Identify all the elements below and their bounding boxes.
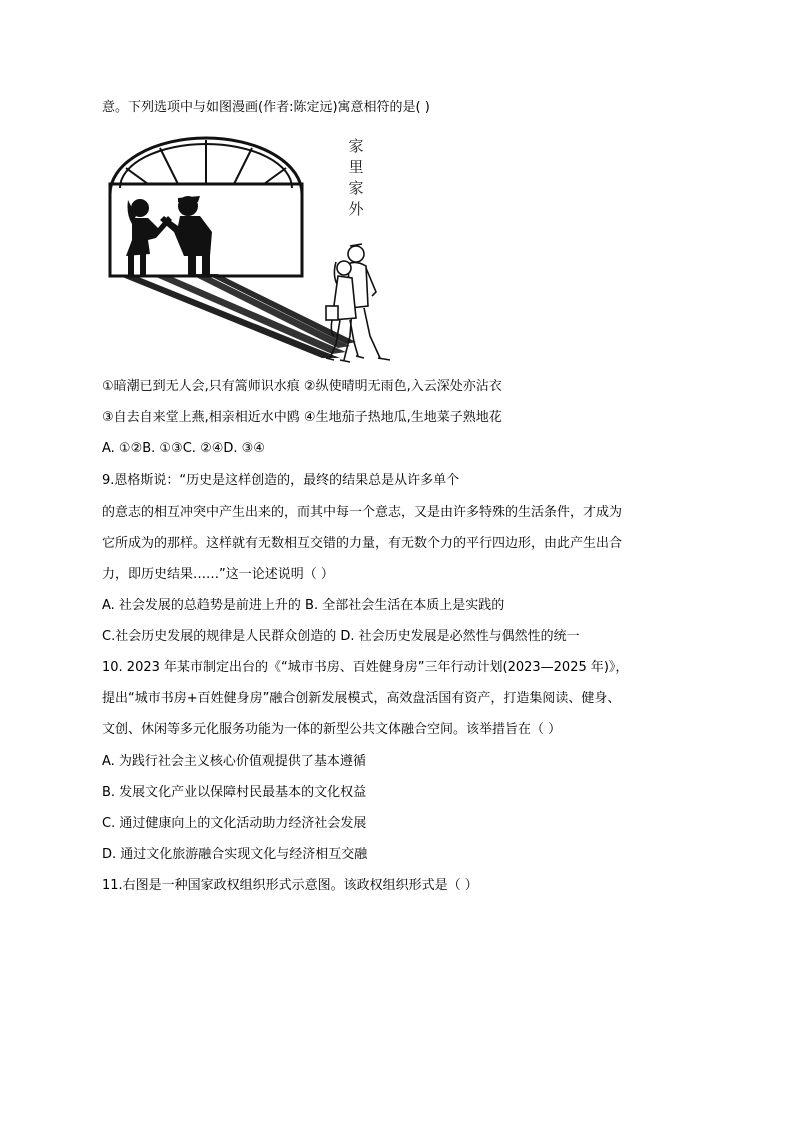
cartoon-title-char: 外 <box>348 200 364 218</box>
cartoon-title-char: 里 <box>348 158 364 176</box>
question-10-choice-b: B. 发展文化产业以保障村民最基本的文化权益 <box>102 785 367 800</box>
question-9-choices-cd: C.社会历史发展的规律是人民群众创造的 D. 社会历史发展是必然性与偶然性的统一 <box>102 629 580 644</box>
question-8-options-1: ①暗潮已到无人会,只有篙师识水痕 ②纵使晴明无雨色,入云深处亦沾衣 <box>102 379 502 394</box>
question-8-stem: 意。下列选项中与如图漫画(作者:陈定远)寓意相符的是( ) <box>102 100 430 115</box>
question-9-stem-cont: 它所成为的那样。这样就有无数相互交错的力量，有无数个力的平行四边形，由此产生出合 <box>102 536 623 551</box>
cartoon-title-char: 家 <box>348 179 364 197</box>
question-11-stem: 11.右图是一种国家政权组织形式示意图。该政权组织形式是（ ） <box>102 878 478 893</box>
question-10-stem-cont: 提出“城市书房+百姓健身房”融合创新发展模式，高效盘活国有资产，打造集阅读、健身、 <box>102 691 621 706</box>
question-10-choice-c: C. 通过健康向上的文化活动助力经济社会发展 <box>102 816 367 831</box>
cartoon-title <box>348 136 364 220</box>
question-10-stem: 10. 2023 年某市制定出台的《“城市书房、百姓健身房”三年行动计划(2023—2025 年)》， <box>102 660 629 675</box>
question-10-choice-a: A. 为践行社会主义核心价值观提供了基本遵循 <box>102 754 366 769</box>
question-9-stem-cont: 力，即历史结果……”这一论述说明（ ） <box>102 567 334 582</box>
question-10-stem-cont: 文创、休闲等多元化服务功能为一体的新型公共文体融合空间。该举措旨在（ ） <box>102 722 562 737</box>
question-9-choices-ab: A. 社会发展的总趋势是前进上升的 B. 全部社会生活在本质上是实践的 <box>102 598 505 613</box>
question-9-stem: 9.恩格斯说：“历史是这样创造的，最终的结果总是从许多单个 <box>102 473 460 488</box>
cartoon-title-char: 家 <box>348 137 364 155</box>
question-8-options-2: ③自去自来堂上燕,相亲相近水中鸥 ④生地茄子热地瓜,生地菜子熟地花 <box>102 410 502 425</box>
question-10-choice-d: D. 通过文化旅游融合实现文化与经济相互交融 <box>102 847 368 862</box>
question-8-choices: A. ①②B. ①③C. ②④D. ③④ <box>102 441 265 456</box>
question-9-stem-cont: 的意志的相互冲突中产生出来的，而其中每一个意志，又是由许多特殊的生活条件，才成为 <box>102 505 623 520</box>
